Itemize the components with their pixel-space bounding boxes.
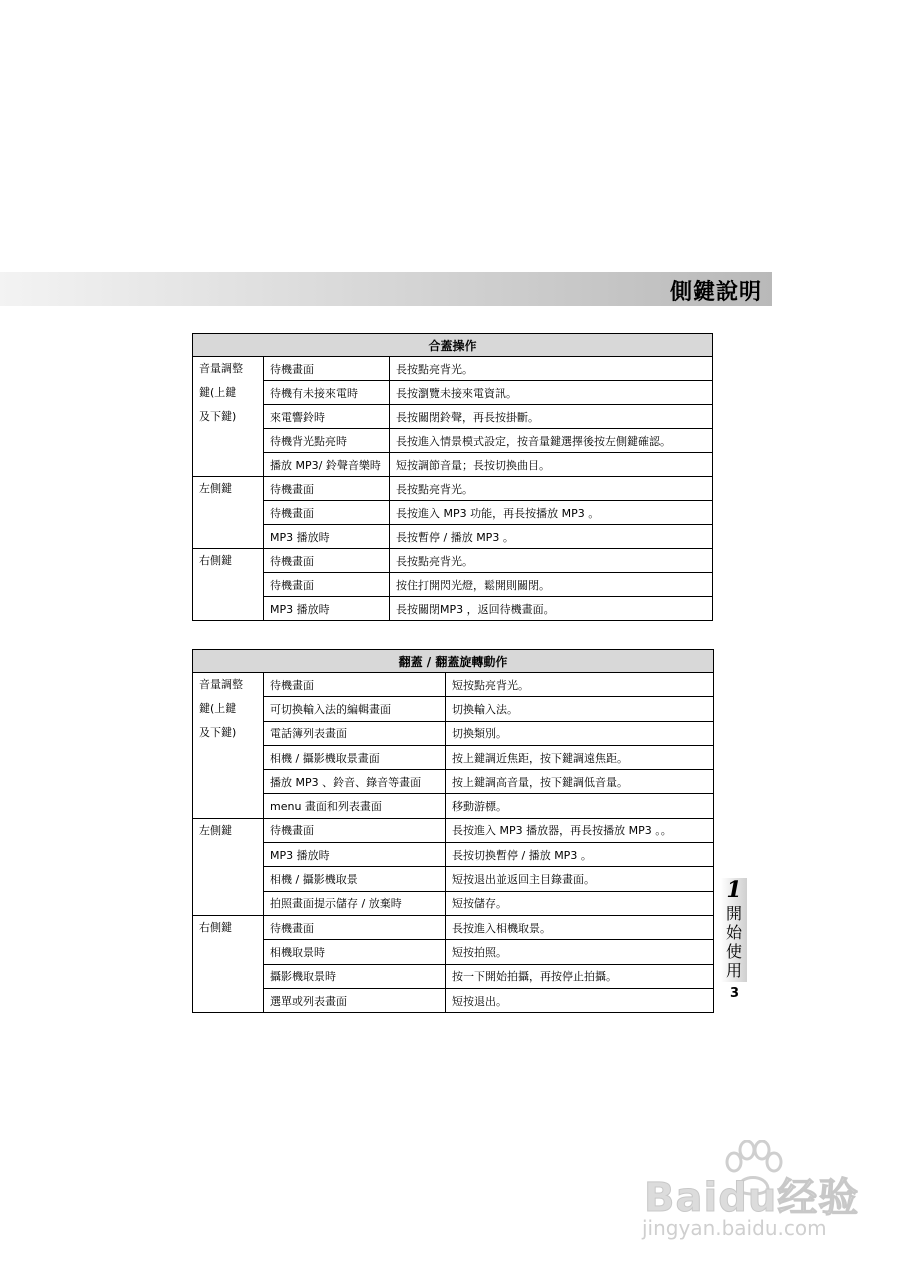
key-group-label-line: 音量調整: [199, 362, 243, 375]
action-cell: 長按進入相機取景。: [446, 915, 714, 939]
action-cell: 長按點亮背光。: [390, 357, 713, 381]
action-cell: 短按調節音量；長按切換曲目。: [390, 453, 713, 477]
table-row: [193, 891, 714, 915]
action-cell: 短按點亮背光。: [446, 673, 714, 697]
watermark-logo-text: Baidu经验: [644, 1175, 860, 1221]
table-row: [193, 964, 714, 988]
table-caption: 合蓋操作: [193, 334, 713, 357]
action-cell: 長按關閉MP3 ，返回待機畫面。: [390, 597, 713, 621]
key-group-label-line: 右側鍵: [199, 554, 232, 567]
key-group-label: [193, 357, 264, 477]
key-group-label: [193, 673, 264, 819]
action-cell: 短按拍照。: [446, 940, 714, 964]
margin-rule: [713, 862, 714, 1008]
key-group-label-line: 鍵(上鍵: [199, 386, 237, 399]
action-cell: 按住打開閃光燈，鬆開則關閉。: [390, 573, 713, 597]
table-row: [193, 721, 714, 745]
state-cell: menu 畫面和列表畫面: [264, 794, 446, 818]
action-cell: 切換輸入法。: [446, 697, 714, 721]
table-row: [193, 381, 713, 405]
key-group-label: [193, 549, 264, 621]
action-cell: 按一下開始拍攝，再按停止拍攝。: [446, 964, 714, 988]
state-cell: 拍照畫面提示儲存 / 放棄時: [264, 891, 446, 915]
table-row: [193, 673, 714, 697]
action-cell: 短按退出並返回主目錄畫面。: [446, 867, 714, 891]
chapter-label: 開始使用: [725, 904, 742, 980]
action-cell: 長按進入情景模式設定，按音量鍵選擇後按左側鍵確認。: [390, 429, 713, 453]
table-row: [193, 843, 714, 867]
state-cell: 電話簿列表畫面: [264, 721, 446, 745]
section-header-bar: [0, 272, 772, 306]
key-group-label-line: 及下鍵): [199, 410, 237, 423]
key-group-label-line: 音量調整: [199, 678, 243, 691]
state-cell: MP3 播放時: [264, 597, 390, 621]
state-cell: 選單或列表畫面: [264, 988, 446, 1012]
key-group-label: [193, 818, 264, 915]
state-cell: 待機畫面: [264, 549, 390, 573]
table-row: [193, 697, 714, 721]
section-title: 側鍵說明: [669, 280, 762, 305]
state-cell: 待機畫面: [264, 818, 446, 842]
state-cell: 待機有未接來電時: [264, 381, 390, 405]
state-cell: 待機畫面: [264, 357, 390, 381]
state-cell: 待機畫面: [264, 673, 446, 697]
state-cell: 播放 MP3 、鈴音、錄音等畫面: [264, 770, 446, 794]
table-body: [193, 357, 713, 621]
action-cell: 長按進入 MP3 功能，再長按播放 MP3 。: [390, 501, 713, 525]
key-group-label-line: 右側鍵: [199, 920, 232, 934]
action-cell: 長按點亮背光。: [390, 477, 713, 501]
key-group-label-line: 左側鍵: [199, 823, 232, 837]
state-cell: 相機 / 攝影機取景: [264, 867, 446, 891]
state-cell: 來電響鈴時: [264, 405, 390, 429]
watermark: [640, 1140, 860, 1260]
open-flip-operations-table: [192, 649, 714, 1013]
action-cell: 長按關閉鈴聲，再長按掛斷。: [390, 405, 713, 429]
table-row: [193, 915, 714, 939]
state-cell: MP3 播放時: [264, 843, 446, 867]
table-row: [193, 405, 713, 429]
table-row: [193, 597, 713, 621]
action-cell: 長按切換暫停 / 播放 MP3 。: [446, 843, 714, 867]
action-cell: 切換類別。: [446, 721, 714, 745]
action-cell: 長按點亮背光。: [390, 549, 713, 573]
action-cell: 長按進入 MP3 播放器，再長按播放 MP3 。。: [446, 818, 714, 842]
state-cell: 待機畫面: [264, 915, 446, 939]
watermark-url: jingyan.baidu.com: [642, 1216, 827, 1240]
key-group-label-line: 鍵(上鍵: [199, 702, 237, 715]
table-row: [193, 525, 713, 549]
closed-flip-operations-table: [192, 333, 713, 621]
action-cell: 按上鍵調高音量，按下鍵調低音量。: [446, 770, 714, 794]
action-cell: 移動游標。: [446, 794, 714, 818]
table-row: [193, 429, 713, 453]
chapter-number: 1: [726, 877, 742, 903]
chapter-tab: [721, 878, 747, 982]
table-row: [193, 573, 713, 597]
state-cell: 待機畫面: [264, 477, 390, 501]
key-group-label: [193, 477, 264, 549]
table-row: [193, 501, 713, 525]
table-row: [193, 940, 714, 964]
action-cell: 長按瀏覽未接來電資訊。: [390, 381, 713, 405]
action-cell: 長按暫停 / 播放 MP3 。: [390, 525, 713, 549]
state-cell: 攝影機取景時: [264, 964, 446, 988]
key-group-label: [193, 915, 264, 1012]
state-cell: 相機 / 攝影機取景畫面: [264, 745, 446, 769]
table-row: [193, 453, 713, 477]
table-row: [193, 818, 714, 842]
action-cell: 短按退出。: [446, 988, 714, 1012]
table-row: [193, 988, 714, 1012]
action-cell: 短按儲存。: [446, 891, 714, 915]
state-cell: MP3 播放時: [264, 525, 390, 549]
key-group-label-line: 及下鍵): [199, 726, 237, 739]
state-cell: 相機取景時: [264, 940, 446, 964]
page-number: 3: [730, 986, 740, 1001]
state-cell: 待機畫面: [264, 573, 390, 597]
table-row: [193, 745, 714, 769]
table-row: [193, 549, 713, 573]
table-row: [193, 867, 714, 891]
state-cell: 可切換輸入法的編輯畫面: [264, 697, 446, 721]
table-body: [193, 673, 714, 1013]
table-caption: 翻蓋 / 翻蓋旋轉動作: [193, 650, 714, 673]
table-row: [193, 477, 713, 501]
table-row: [193, 357, 713, 381]
state-cell: 播放 MP3/ 鈴聲音樂時: [264, 453, 390, 477]
table-row: [193, 770, 714, 794]
action-cell: 按上鍵調近焦距，按下鍵調遠焦距。: [446, 745, 714, 769]
key-group-label-line: 左側鍵: [199, 482, 232, 495]
table-row: [193, 794, 714, 818]
state-cell: 待機背光點亮時: [264, 429, 390, 453]
state-cell: 待機畫面: [264, 501, 390, 525]
